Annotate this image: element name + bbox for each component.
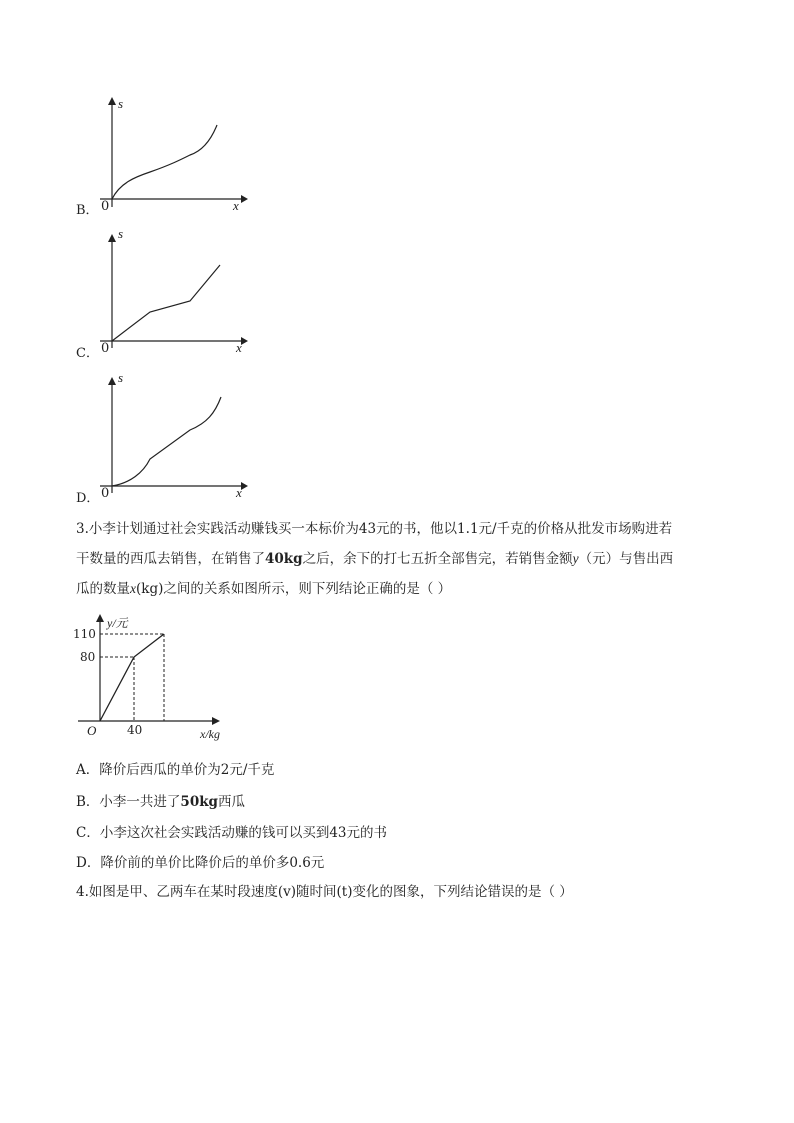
y-axis-label: s — [118, 370, 124, 385]
y-tick-110: 110 — [73, 627, 96, 641]
x-axis-arrow — [241, 482, 248, 490]
x-tick-40: 40 — [127, 723, 143, 737]
y-axis-arrow — [108, 234, 116, 242]
question-3-line-2 — [76, 544, 736, 574]
text-span: 西瓜 — [218, 794, 246, 810]
origin-zero: 0 — [101, 199, 110, 214]
graph-b — [95, 95, 255, 215]
choice-b[interactable] — [76, 790, 245, 810]
piecewise-line — [112, 265, 220, 341]
text-span: 之后，余下的打七五折全部售完，若销售金额 — [302, 551, 573, 567]
weight-text: 50kg — [180, 794, 219, 810]
origin-label: O — [87, 723, 97, 738]
variable-x: x — [130, 581, 136, 596]
choice-c[interactable]: C．小李这次社会实践活动赚的钱可以买到43元的书 — [76, 825, 388, 841]
curve — [112, 397, 221, 486]
option-c-label: C． — [76, 346, 99, 361]
x-axis-arrow — [241, 195, 248, 203]
x-axis-arrow — [241, 337, 248, 345]
y-axis-arrow — [108, 97, 116, 105]
x-axis-label: x — [233, 198, 239, 213]
graph-c — [95, 230, 255, 355]
y-axis-label: s — [118, 96, 124, 111]
text-span: B．小李一共进了 — [76, 794, 181, 810]
question-3-text — [76, 514, 736, 604]
x-axis-label: x — [236, 485, 242, 500]
x-axis-label: x/kg — [200, 727, 220, 741]
y-axis-arrow — [96, 614, 104, 622]
weight-text: 40kg — [265, 551, 303, 567]
option-d-label: D． — [76, 491, 100, 506]
curve — [112, 125, 217, 199]
question-3-line-1: 3.小李计划通过社会实践活动赚钱买一本标价为43元的书，他以1.1元/千克的价格从批发市场购进若 — [76, 521, 673, 537]
text-span: (kg)之间的关系如图所示，则下列结论正确的是（ ） — [136, 581, 452, 597]
y-axis-label: y/元 — [107, 616, 128, 630]
text-span: 瓜的数量 — [76, 581, 130, 597]
text-span: （元）与售出西 — [578, 551, 674, 567]
x-axis-arrow — [212, 717, 220, 725]
question-4-text: 4.如图是甲、乙两车在某时段速度(v)随时间(t)变化的图象，下列结论错误的是（ ） — [76, 884, 573, 900]
text-span: 干数量的西瓜去销售，在销售了 — [76, 551, 265, 567]
y-axis-label: s — [118, 226, 124, 241]
variable-y: y — [572, 551, 579, 566]
y-axis-arrow — [108, 377, 116, 385]
sales-line — [100, 634, 164, 721]
option-b-label: B． — [76, 203, 99, 218]
graph-d — [95, 373, 255, 498]
choice-a[interactable]: A．降价后西瓜的单价为2元/千克 — [76, 762, 275, 778]
origin-zero: 0 — [101, 341, 110, 356]
y-tick-80: 80 — [80, 650, 96, 664]
question-3-line-3 — [76, 574, 736, 604]
choice-d[interactable]: D．降价前的单价比降价后的单价多0.6元 — [76, 855, 325, 871]
origin-zero: 0 — [101, 486, 110, 501]
x-axis-label: x — [236, 340, 242, 355]
